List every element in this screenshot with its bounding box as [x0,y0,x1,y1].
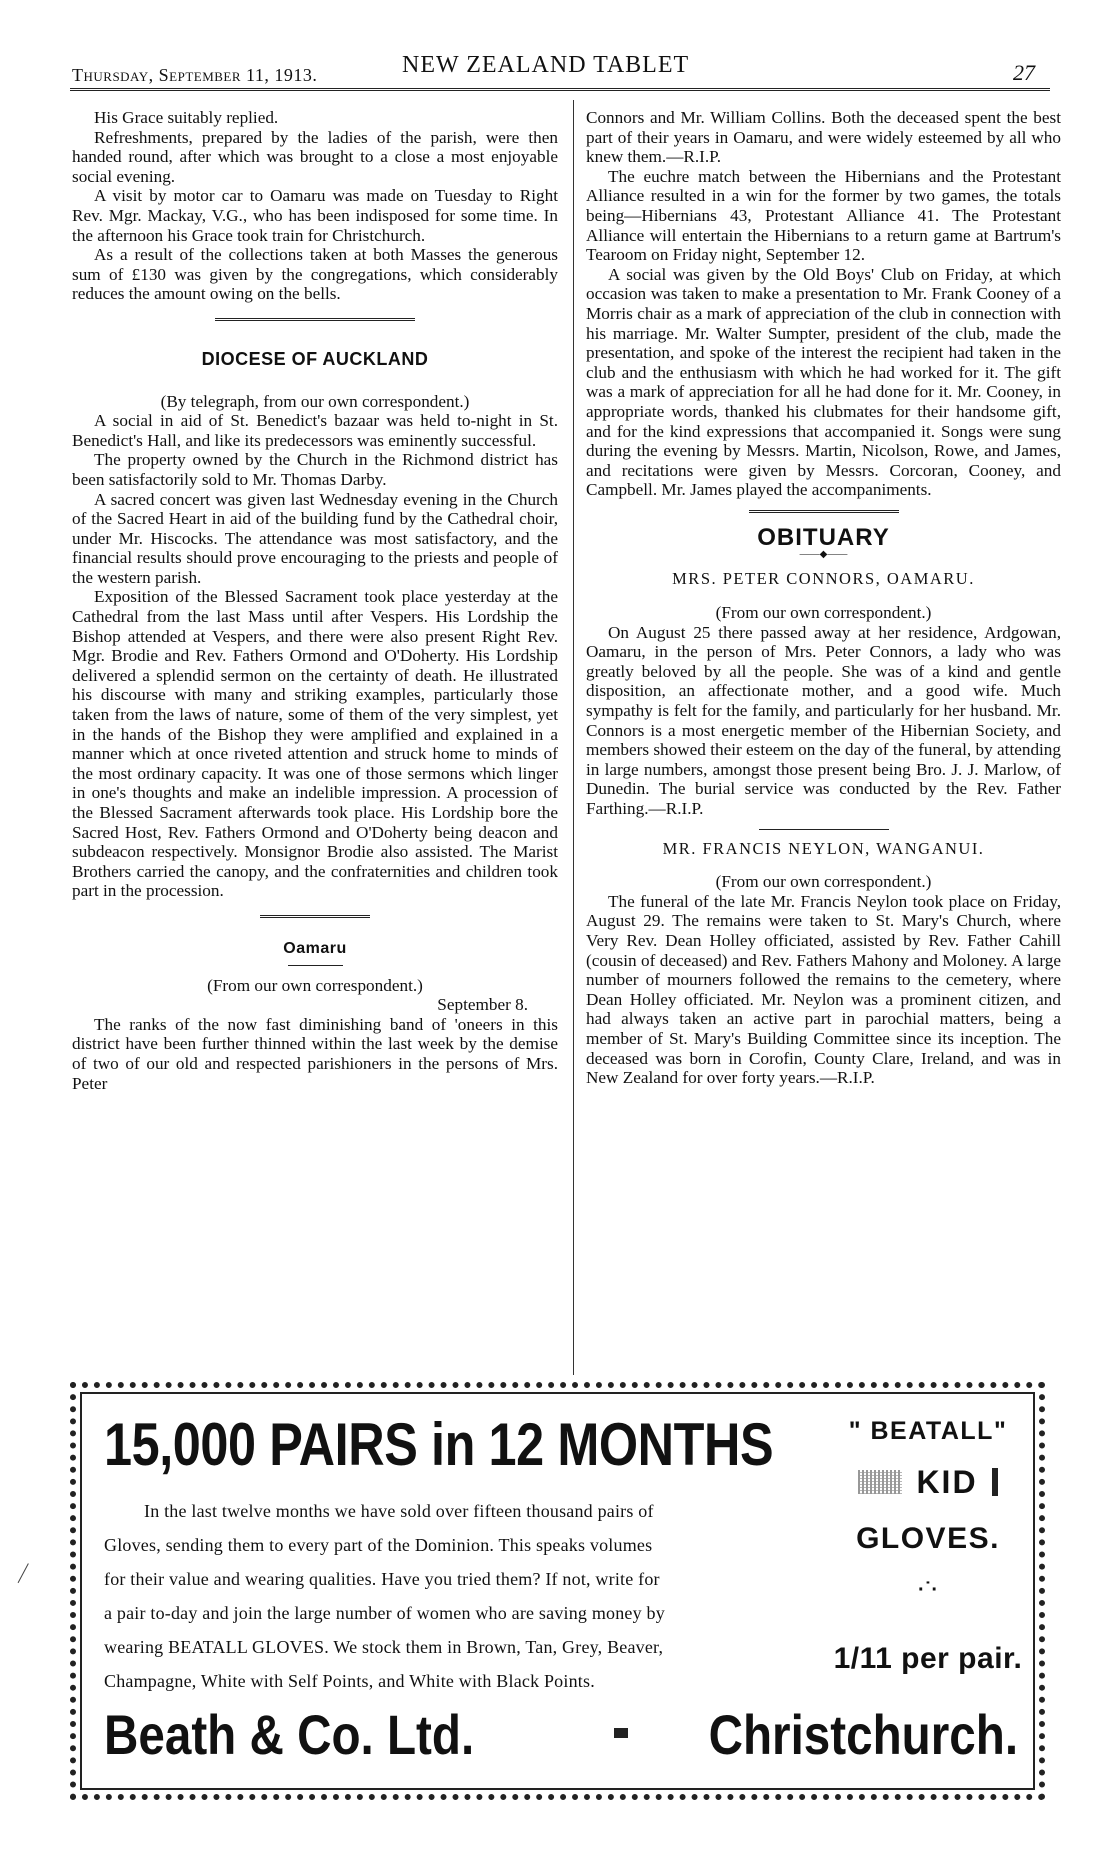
ad-price: 1/11 per pair. [833,1642,1023,1675]
ad-body-line: for their value and wearing qualities. Have you tried them? If not, write for [104,1569,660,1589]
ad-headline: 15,000 PAIRS in 12 MONTHS [104,1411,774,1478]
column-divider [573,100,574,1375]
obituary-heading: OBITUARY [757,523,890,551]
ad-content [94,1402,1024,1782]
ad-body-line: a pair to-day and join the large number of women who are saving money by [104,1603,665,1623]
paragraph: A social in aid of St. Benedict's bazaar was held to-night in St. Benedict's Hall, and like its predecessors was eminently successful. [72,411,558,450]
oamaru-heading: Oamaru [283,939,347,957]
ad-dots-ornament: ·˙· [918,1579,938,1601]
ad-kid-row [832,1462,1024,1502]
paragraph: A social was given by the Old Boys' Club on Friday, at which occasion was taken to make a presentation to Mr. Frank Cooney of a Morris chair as a mark of appreciation of the club in connection with his marriage. Mr. Walter Sumpter, president of the club, made the presentation, and spoke of the interest the recipient had taken in the club and the enthusiasm with which he had worked for it. The gift was a mark of appreciation for all he had done for it. Mr. Cooney, in appropriate words, thanked his clubmates for their handsome gift, and for the kind expressions that accompanied it. Songs were sung during the evening by Messrs. Martin, Nicolson, Rowe, and James, and recitations were given by Messrs. Corcoran, Cooney, and Campbell. Mr. James played the accompaniments. [586,264,1061,500]
obituary-entry-title: MRS. PETER CONNORS, OAMARU. [672,569,975,589]
paragraph: As a result of the collections taken at both Masses the generous sum of £130 was given by the congregations, which considerably reduces the amount owing on the bells. [72,245,558,304]
paragraph: The property owned by the Church in the Richmond district has been satisfactorily sold to Mr. Thomas Darby. [72,450,558,489]
section-separator [215,318,415,324]
ad-body-text [104,1494,804,1698]
paragraph: Refreshments, prepared by the ladies of the parish, were then handed round, after which was brought to a close a most enjoyable social evening. [72,127,558,186]
oamaru-byline: (From our own correspondent.) [207,975,423,995]
ad-dash-mark-icon [614,1728,628,1738]
ad-body-line: wearing BEATALL GLOVES. We stock them in Brown, Tan, Grey, Beaver, [104,1637,664,1657]
paragraph: The ranks of the now fast diminishing band of 'oneers in this district have been further thinned within the last week by the demise of two of our old and respected parishioners in the persons of Mrs. Peter [72,1014,558,1093]
ad-gloves-label: GLOVES. [856,1522,1000,1555]
ad-brand-name: " BEATALL" [848,1417,1008,1445]
paragraph: A visit by motor car to Oamaru was made on Tuesday to Right Rev. Mgr. Mackay, V.G., who has been indisposed for some time. In the afternoon his Grace took train for Christchurch. [72,186,558,245]
obituary-text: On August 25 there passed away at her residence, Ardgowan, Oamaru, in the person of Mrs. Peter Connors, a lady who was greatly beloved by all the people. She was of a kind and gentle disposition, an affectionate mother, and a good wife. Much sympathy is felt for the family, and particularly for her husband. Mr. Connors is a most energetic member of the Hibernian Society, and members showed their esteem on the day of the funeral, by attending in large numbers, amongst those present being Bro. J. J. Marlow, of Dunedin. The burial service was conducted by the Rev. Father Farthing.—R.I.P. [586,622,1061,818]
section-separator [260,915,370,921]
beatall-gloves-advertisement [70,1382,1045,1800]
section-separator [749,510,899,516]
ad-body-line: Gloves, sending them to every part of the Dominion. This speaks volumes [104,1535,653,1555]
ad-kid-label: KID [916,1464,978,1500]
section-separator [759,829,889,831]
short-rule [288,965,343,966]
publication-title: NEW ZEALAND TABLET [402,52,690,78]
margin-pencil-mark-icon [18,1563,40,1589]
paragraph: Exposition of the Blessed Sacrament took place yesterday at the Cathedral from the last Mass until after Vespers. His Lordship the Bishop attended at Vespers, and there were also present Right Rev. Mgr. Brodie and Rev. Fathers Ormond and O'Doherty. His Lordship delivered a splendid sermon on the certainty of death. He illustrated his discourse with many and striking examples, particularly those taken from the laws of nature, some of them of the very simplest, yet in the hands of the Bishop they were amplified and explained in a manner which at once riveted attention and struck home to minds of the most ordinary capacity. It was one of those sermons which linger in one's thoughts and make an indelible impression. A procession of the Blessed Sacrament afterwards took place. His Lordship bore the Sacred Host, Rev. Fathers Ormond and O'Doherty being deacon and subdeacon respectively. Monsignor Brodie also assisted. The Marist Brothers carried the canopy, and the confraternities and children took part in the procession. [72,587,558,901]
auckland-byline: (By telegraph, from our own correspondent.) [160,391,470,411]
obituary-byline: (From our own correspondent.) [715,872,932,892]
paragraph: The euchre match between the Hibernians and the Protestant Alliance resulted in a win for the former by two games, the totals being—Hibernians 43, Protestant Alliance 41. The Protestant Alliance will entertain the Hibernians to a return game at Bartrum's Tearoom on Friday night, September 12. [586,166,1061,265]
ad-body-line: Champagne, White with Self Points, and White with Black Points. [104,1671,595,1691]
ornament-divider: ——◆—— [799,549,848,561]
left-column [72,108,558,1093]
oamaru-date: September 8. [437,995,528,1015]
ad-product-panel [832,1414,1024,1676]
auckland-heading: DIOCESE OF AUCKLAND [201,348,429,369]
ad-print-blot-icon [858,1470,902,1494]
obituary-byline: (From our own correspondent.) [715,603,932,623]
paragraph: A sacred concert was given last Wednesday evening in the Church of the Sacred Heart in aid of the building fund by the Cathedral choir, under Mr. Hiscocks. The attendance was most satisfactory, and the financial results should prove encouraging to the priests and people of the western parish. [72,489,558,587]
ad-bar-mark-icon [992,1468,998,1496]
ad-company-name: Beath & Co. Ltd. [104,1703,475,1766]
right-column [586,108,1061,1088]
ad-body-line: In the last twelve months we have sold over fifteen thousand pairs of [144,1501,654,1521]
ad-city-name: Christchurch. [708,1703,1018,1766]
page-number: 27 [1013,60,1035,85]
obituary-entry-title: MR. FRANCIS NEYLON, WANGANUI. [662,838,985,858]
header-rule [70,88,1050,95]
issue-date: Thursday, September 11, 1913. [72,65,318,85]
obituary-text: The funeral of the late Mr. Francis Neylon took place on Friday, August 29. The remains were taken to St. Mary's Church, where Very Rev. Dean Holley officiated, assisted by Rev. Father Cahill (cousin of deceased) and Rev. Fathers Mahony and Moloney. A large number of mourners followed the remains to the cemetery, where Dean Holley officiated. Mr. Neylon was a prominent citizen, and had always taken an active part in parochial matters, being a member of St. Mary's Building Committee since its inception. The deceased was born in Corofin, County Clare, Ireland, and was in New Zealand for over forty years.—R.I.P. [586,891,1061,1088]
page-header [72,52,1047,86]
paragraph: His Grace suitably replied. [94,108,279,127]
paragraph: Connors and Mr. William Collins. Both the deceased spent the best part of their years in Oamaru, and were widely esteemed by all who knew them.—R.I.P. [586,108,1061,167]
